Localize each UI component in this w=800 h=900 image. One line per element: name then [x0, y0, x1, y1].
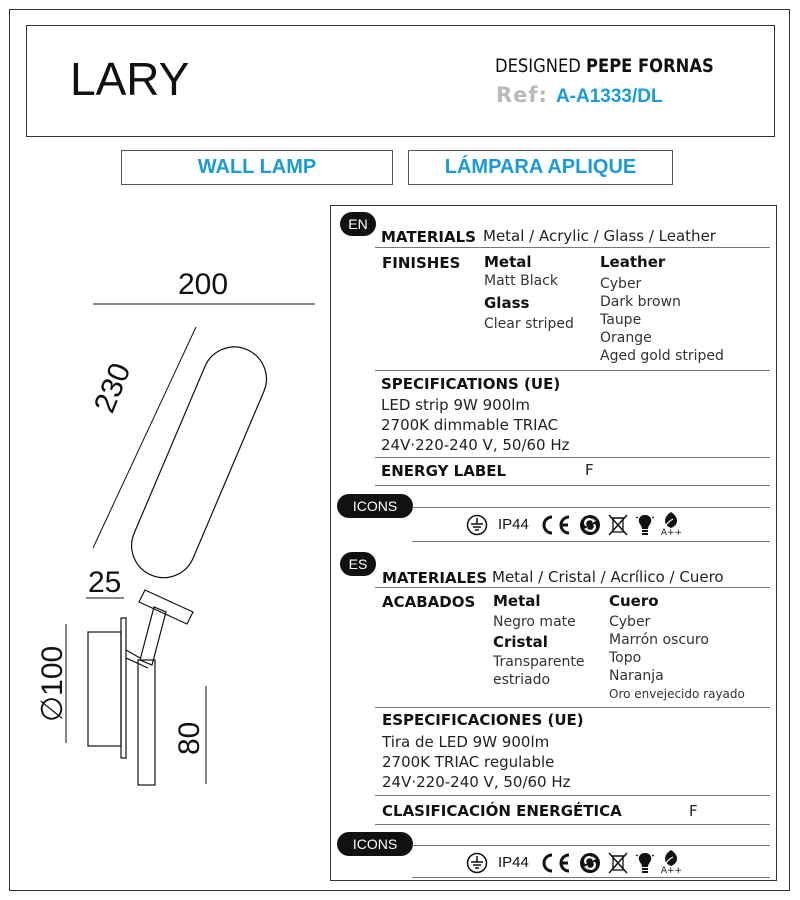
spec-line-en: LED strip 9W 900lm	[381, 396, 531, 414]
divider	[412, 541, 770, 542]
divider	[375, 485, 770, 486]
ce-mark-icon	[539, 514, 573, 536]
finishes-label-es: ACABADOS	[382, 593, 476, 611]
title-en: WALL LAMP	[121, 150, 393, 185]
spec-label-en: SPECIFICATIONS (UE)	[381, 375, 561, 393]
divider	[375, 795, 770, 796]
icons-badge-en: ICONS	[337, 494, 413, 518]
glass-value-es: Transparente	[493, 654, 585, 670]
spec-line-en: 24V·220-240 V, 50/60 Hz	[381, 436, 570, 454]
ip-rating-en: IP44	[498, 516, 529, 533]
spec-line-en: 2700K dimmable TRIAC	[381, 416, 559, 434]
energy-value-es: F	[689, 802, 698, 820]
divider	[412, 845, 770, 846]
neck	[140, 607, 166, 665]
collar	[139, 590, 193, 624]
spec-line-es: 2700K TRIAC regulable	[382, 753, 555, 771]
designer-line	[495, 55, 714, 77]
lang-badge-en: EN	[340, 212, 376, 236]
leather-value-en: Aged gold striped	[600, 348, 724, 364]
divider	[412, 877, 770, 878]
dim-diameter-label: ∅100	[36, 645, 69, 722]
finishes-label-en: FINISHES	[382, 254, 461, 272]
leather-value-en: Dark brown	[600, 294, 681, 310]
ref-code: A-A1333/DL	[555, 86, 663, 107]
product-name: LARY	[70, 53, 190, 105]
leather-value-en: Orange	[600, 330, 652, 346]
title-es: LÁMPARA APLIQUE	[408, 150, 673, 185]
energy-label-es: CLASIFICACIÓN ENERGÉTICA	[382, 802, 622, 820]
designed-label: DESIGNED	[495, 55, 581, 77]
glass-value-es: estriado	[493, 672, 551, 688]
stem	[138, 660, 155, 785]
dim-height-label: 80	[173, 721, 206, 755]
certification-icons-en	[466, 511, 682, 538]
designer-name: PEPE FORNAS	[586, 55, 714, 77]
lang-badge-es: ES	[340, 552, 376, 576]
materials-label-es: MATERIALES	[382, 569, 488, 587]
mount-disc	[121, 618, 126, 758]
dim-neck-label: 25	[88, 566, 122, 599]
energy-label-en: ENERGY LABEL	[381, 462, 507, 480]
led-bulb-icon	[635, 513, 655, 537]
spec-line-es: Tira de LED 9W 900lm	[382, 733, 550, 751]
leather-value-en: Taupe	[600, 312, 642, 328]
leather-value-es: Marrón oscuro	[609, 632, 709, 648]
led-bulb-icon	[635, 851, 655, 875]
materials-value-es: Metal / Cristal / Acrílico / Cuero	[492, 568, 724, 586]
reference-line	[496, 83, 663, 108]
leather-value-en: Cyber	[600, 276, 642, 292]
icons-badge-es: ICONS	[337, 832, 413, 856]
metal-label-en: Metal	[484, 253, 532, 271]
energy-leaf-icon	[661, 849, 681, 867]
dim-width-label: 200	[178, 268, 229, 301]
metal-value-en: Matt Black	[484, 273, 558, 289]
leather-label-es: Cuero	[609, 592, 659, 610]
recycle-icon	[579, 514, 601, 536]
materials-label-en: MATERIALS	[381, 228, 476, 246]
wall-plate	[88, 632, 121, 746]
divider	[375, 247, 770, 248]
leather-value-es: Oro envejecido rayado	[609, 687, 745, 701]
leather-value-es: Cyber	[609, 614, 651, 630]
metal-value-es: Negro mate	[493, 614, 576, 630]
energy-class-badge-es	[661, 849, 682, 876]
earth-ground-icon	[466, 852, 488, 874]
divider	[375, 587, 770, 588]
certification-icons-es	[466, 849, 682, 876]
glass-capsule	[122, 337, 277, 588]
divider	[375, 707, 770, 708]
divider	[412, 507, 770, 508]
weee-bin-icon	[607, 851, 629, 875]
leather-label-en: Leather	[600, 253, 666, 271]
ce-mark-icon	[539, 852, 573, 874]
leather-value-es: Topo	[609, 650, 642, 666]
metal-label-es: Metal	[493, 592, 541, 610]
weee-bin-icon	[607, 513, 629, 537]
divider	[375, 824, 770, 825]
spec-label-es: ESPECIFICACIONES (UE)	[382, 711, 584, 729]
recycle-icon	[579, 852, 601, 874]
energy-class-badge-en	[661, 511, 682, 538]
glass-label-es: Cristal	[493, 633, 548, 651]
energy-class-en: A++	[660, 528, 683, 538]
earth-ground-icon	[466, 514, 488, 536]
divider	[375, 457, 770, 458]
glass-label-en: Glass	[484, 294, 530, 312]
ref-label: Ref:	[496, 83, 548, 107]
dim-length-label: 230	[88, 358, 138, 418]
lamp-technical-drawing	[0, 0, 330, 900]
energy-value-en: F	[585, 461, 594, 479]
divider	[375, 370, 770, 371]
leather-value-es: Naranja	[609, 668, 664, 684]
energy-class-es: A++	[660, 866, 683, 876]
materials-value-en: Metal / Acrylic / Glass / Leather	[483, 227, 716, 245]
glass-value-en: Clear striped	[484, 316, 574, 332]
spec-line-es: 24V·220-240 V, 50/60 Hz	[382, 773, 571, 791]
ip-rating-es: IP44	[498, 854, 529, 871]
energy-leaf-icon	[661, 511, 681, 529]
